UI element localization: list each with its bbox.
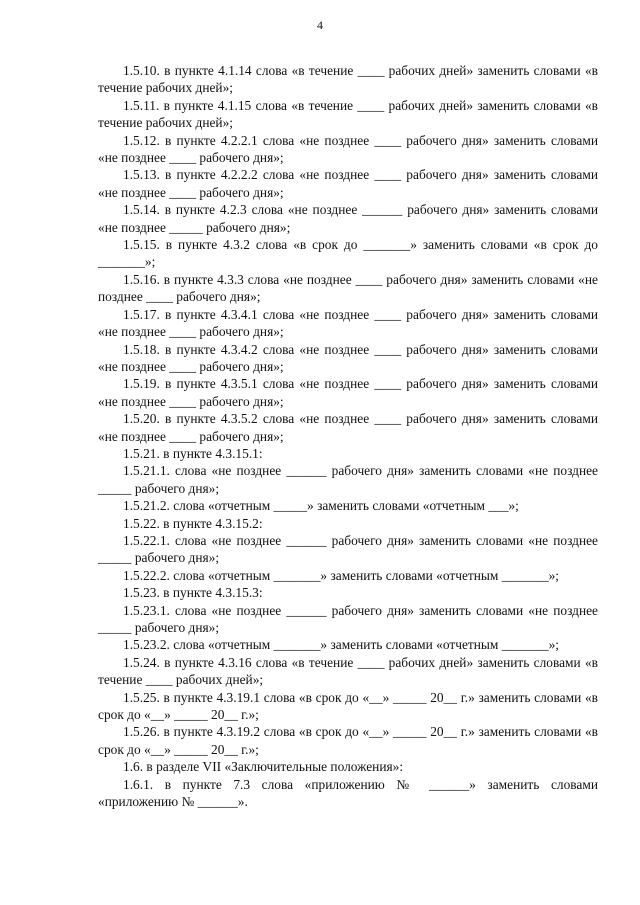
paragraph-1-5-11: 1.5.11. в пункте 4.1.15 слова «в течение ____ рабочих дней» заменить словами «в течение рабочих дней»;	[98, 97, 598, 131]
paragraph-1-6-1: 1.6.1. в пункте 7.3 слова «приложению № ______» заменить словами «приложению № ______».	[98, 776, 598, 810]
paragraph-1-5-23-1: 1.5.23.1. слова «не позднее ______ рабочего дня» заменить словами «не позднее _____ рабочего дня»;	[98, 602, 598, 635]
page-number: 4	[317, 18, 323, 32]
paragraph-1-5-17: 1.5.17. в пункте 4.3.4.1 слова «не позднее ____ рабочего дня» заменить словами «не позднее ____ рабочего дня»;	[98, 306, 598, 340]
paragraph-1-5-25: 1.5.25. в пункте 4.3.19.1 слова «в срок до «__» _____ 20__ г.» заменить словами «в срок до «__» _____ 20__ г.»;	[98, 689, 598, 723]
paragraph-1-5-14: 1.5.14. в пункте 4.2.3 слова «не позднее ______ рабочего дня» заменить словами «не позднее _____ рабочего дня»;	[98, 202, 598, 235]
paragraph-1-5-20: 1.5.20. в пункте 4.3.5.2 слова «не позднее ____ рабочего дня» заменить словами «не позднее ____ рабочего дня»;	[98, 411, 598, 444]
paragraph-1-5-21: 1.5.21. в пункте 4.3.15.1:	[123, 445, 263, 461]
paragraph-1-5-23-2: 1.5.23.2. слова «отчетным _______» заменить словами «отчетным _______»;	[123, 637, 560, 653]
paragraph-1-5-21-2: 1.5.21.2. слова «отчетным _____» заменить словами «отчетным ___»;	[123, 498, 519, 514]
paragraph-1-5-26: 1.5.26. в пункте 4.3.19.2 слова «в срок до «__» _____ 20__ г.» заменить словами «в срок до «__» _____ 20__ г.»;	[98, 724, 598, 757]
paragraph-1-5-15: 1.5.15. в пункте 4.3.2 слова «в срок до _______» заменить словами «в срок до _______»;	[98, 237, 598, 270]
paragraph-1-5-22-1: 1.5.22.1. слова «не позднее ______ рабочего дня» заменить словами «не позднее _____ рабочего дня»;	[98, 532, 598, 566]
document-body	[98, 62, 598, 810]
paragraph-1-5-23: 1.5.23. в пункте 4.3.15.3:	[123, 585, 263, 601]
paragraph-1-5-12: 1.5.12. в пункте 4.2.2.1 слова «не позднее ____ рабочего дня» заменить словами «не позднее ____ рабочего дня»;	[98, 132, 598, 166]
paragraph-1-5-13: 1.5.13. в пункте 4.2.2.2 слова «не позднее ____ рабочего дня» заменить словами «не позднее ____ рабочего дня»;	[98, 167, 598, 200]
paragraph-1-5-10: 1.5.10. в пункте 4.1.14 слова «в течение ____ рабочих дней» заменить словами «в течение рабочих дней»;	[98, 63, 598, 96]
paragraph-1-5-22-2: 1.5.22.2. слова «отчетным _______» заменить словами «отчетным _______»;	[123, 567, 560, 583]
paragraph-1-6: 1.6. в разделе VII «Заключительные положения»:	[123, 759, 404, 775]
paragraph-1-5-19: 1.5.19. в пункте 4.3.5.1 слова «не позднее ____ рабочего дня» заменить словами «не позднее ____ рабочего дня»;	[98, 376, 598, 409]
paragraph-1-5-24: 1.5.24. в пункте 4.3.16 слова «в течение ____ рабочих дней» заменить словами «в течение ____ рабочих дней»;	[98, 654, 598, 688]
paragraph-1-5-18: 1.5.18. в пункте 4.3.4.2 слова «не позднее ____ рабочего дня» заменить словами «не позднее ____ рабочего дня»;	[98, 341, 598, 374]
paragraph-1-5-16: 1.5.16. в пункте 4.3.3 слова «не позднее ____ рабочего дня» заменить словами «не позднее ____ рабочего дня»;	[98, 271, 598, 305]
paragraph-1-5-21-1: 1.5.21.1. слова «не позднее ______ рабочего дня» заменить словами «не позднее _____ рабочего дня»;	[98, 463, 598, 496]
paragraph-1-5-22: 1.5.22. в пункте 4.3.15.2:	[123, 515, 263, 531]
